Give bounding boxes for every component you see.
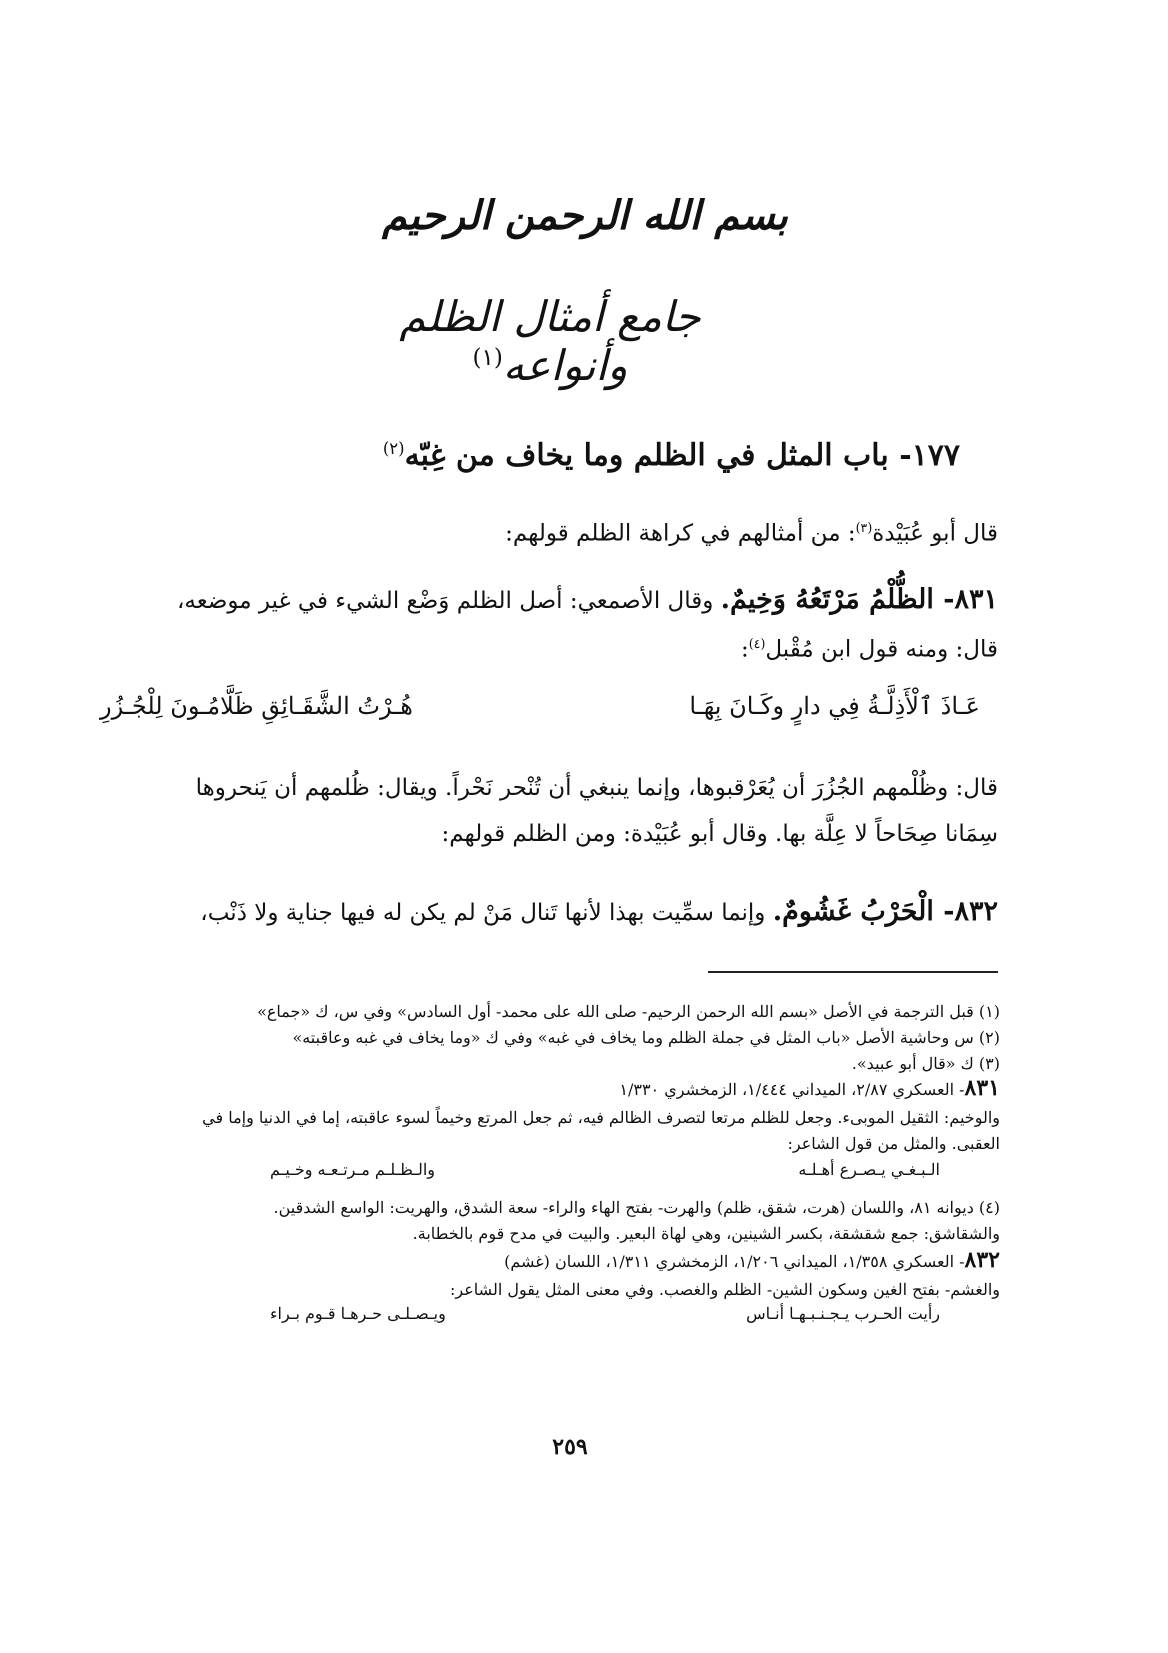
proverb-text: الظُّلْمُ مَرْتَعُهُ وَخِيمٌ. bbox=[720, 584, 934, 615]
proverb-number: ٨٣١ bbox=[954, 584, 998, 615]
proverb-comment: وإنما سمِّيت بهذا لأنها تَنال مَنْ لم يكن له فيها جناية ولا ذَنْب، bbox=[200, 900, 766, 926]
verse-hemistich-right: والـظـلـم مـرتـعـه وخـيـم bbox=[270, 1160, 436, 1179]
footnote-ref: (١) bbox=[472, 345, 503, 371]
proverb-number: ٨٣٢ bbox=[954, 896, 998, 927]
proverb-comment: قال: ومنه قول ابن مُقْبل bbox=[765, 636, 998, 663]
verse-main bbox=[100, 692, 980, 720]
footnote-verse-1 bbox=[270, 1160, 940, 1179]
footnote-ref: (٣) bbox=[855, 520, 873, 535]
explanation-line-2: سِمَانا صِحَاحاً لا عِلَّة بها. وقال أبو عُبَيْدة: ومن الظلم قولهم: bbox=[441, 821, 998, 847]
intro-text: : من أمثالهم في كراهة الظلم قولهم: bbox=[505, 520, 856, 547]
basmala: بسم الله الرحمن الرحيم bbox=[382, 192, 788, 239]
verse-hemistich-left: الـبـغـي يـصـرع أهـلـه bbox=[798, 1160, 940, 1179]
proverb-831: ٨٣١- الظُّلْمُ مَرْتَعُهُ وَخِيمٌ. وقال الأصمعي: أصل الظلم وَضْع الشيء في غير موضعه، bbox=[176, 584, 998, 615]
note-wakhim-1: والوخيم: الثقيل الموبىء. وجعل للظلم مرتعا لتصرف الظالم فيه، ثم جعل المرتع وخيماً لسوء عاقبته، إما في الدنيا وإما في bbox=[202, 1108, 1000, 1127]
footnote-ref: (٢) bbox=[382, 439, 405, 458]
note-wakhim-2: العقبى. والمثل من قول الشاعر: bbox=[787, 1134, 1000, 1153]
verse-hemistich-right: ويـصـلـى حـرهـا قـوم بـراء bbox=[270, 1304, 446, 1323]
proverb-832: ٨٣٢- الْحَرْبُ غَشُومٌ. وإنما سمِّيت بهذا لأنها تَنال مَنْ لم يكن له فيها جناية ولا ذَنْب، bbox=[200, 896, 998, 927]
section-title: باب المثل في الظلم وما يخاف من غِبّه bbox=[404, 438, 889, 473]
source-ref-831: ٨٣١- العسكري ٢/٨٧، الميداني ١/٤٤٤، الزمخشري ١/٣٣٠ bbox=[619, 1075, 1000, 1101]
proverb-comment: وقال الأصمعي: أصل الظلم وَضْع الشيء في غير موضعه، bbox=[176, 588, 714, 614]
ref-number: ٨٣٢ bbox=[964, 1247, 1000, 1273]
section-number: ١٧٧ bbox=[911, 438, 960, 473]
intro-text: قال أبو عُبَيْدة bbox=[872, 520, 998, 547]
chapter-title bbox=[350, 292, 750, 390]
verse-hemistich-left: رأيت الحـرب يـجـنـبـهـا أنـاس bbox=[746, 1304, 940, 1323]
footnote-verse-2 bbox=[270, 1304, 940, 1323]
footnote-divider bbox=[708, 971, 998, 973]
page-number: ٢٥٩ bbox=[552, 1434, 588, 1460]
proverb-831-line2 bbox=[78, 624, 998, 670]
footnote-3: (٣) ك «قال أبو عبيد». bbox=[851, 1054, 1000, 1073]
footnote-ref: (٤) bbox=[748, 636, 766, 651]
footnote-4: (٤) ديوانه ٨١، واللسان (هرت، شقق، ظلم) والهرت- بفتح الهاء والراء- سعة الشدق، والهريت: الواسع الشدقين. bbox=[273, 1198, 1000, 1217]
proverb-text: الْحَرْبُ غَشُومٌ. bbox=[772, 896, 934, 927]
verse-hemistich-right: هُـرْتُ الشَّقَـائِقِ ظَلَّامُـونَ لِلْجُـزُرِ bbox=[100, 692, 413, 720]
footnote-1: (١) قبل الترجمة في الأصل «بسم الله الرحمن الرحيم- صلى الله على محمد- أول السادس» وفي س، ك «جماع» bbox=[257, 1002, 1000, 1021]
intro-paragraph bbox=[78, 508, 998, 554]
section-heading: ١٧٧- باب المثل في الظلم وما يخاف من غِبّه$^{(٢)}$ bbox=[382, 438, 960, 473]
ref-sources: العسكري ١/٣٥٨، الميداني ١/٢٠٦، الزمخشري ١/٣١١، اللسان (غشم) bbox=[504, 1252, 955, 1271]
note-shaqashiq: والشقاشق: جمع شقشقة، بكسر الشينين، وهي لهاة البعير. والبيت في مدح قوم بالخطابة. bbox=[412, 1224, 1000, 1243]
source-ref-832: ٨٣٢- العسكري ١/٣٥٨، الميداني ١/٢٠٦، الزمخشري ١/٣١١، اللسان (غشم) bbox=[504, 1247, 1000, 1273]
chapter-title-text: جامع أمثال الظلم وأنواعه bbox=[399, 292, 701, 390]
note-ghashm: والغشم- بفتح الغين وسكون الشين- الظلم والغصب. وفي معنى المثل يقول الشاعر: bbox=[450, 1280, 1000, 1299]
ref-sources: العسكري ٢/٨٧، الميداني ١/٤٤٤، الزمخشري ١/٣٣٠ bbox=[619, 1080, 955, 1099]
ref-number: ٨٣١ bbox=[964, 1075, 1000, 1101]
verse-hemistich-left: عَـاذَ ٱلْأَذِلَّـةُ فِي دارٍ وكَـانَ بِهَـا bbox=[689, 692, 980, 720]
footnote-2: (٢) س وحاشية الأصل «باب المثل في جملة الظلم وما يخاف في غبه» وفي ك «وما يخاف في غبه وعاقبته» bbox=[292, 1028, 1000, 1047]
proverb-comment: : bbox=[740, 636, 749, 663]
explanation-line-1: قال: وظُلْمهم الجُزُرَ أن يُعَرْقبوها، وإنما ينبغي أن تُنْحر نَحْراً. ويقال: ظُلمهم أن يَنحروها bbox=[195, 775, 998, 801]
